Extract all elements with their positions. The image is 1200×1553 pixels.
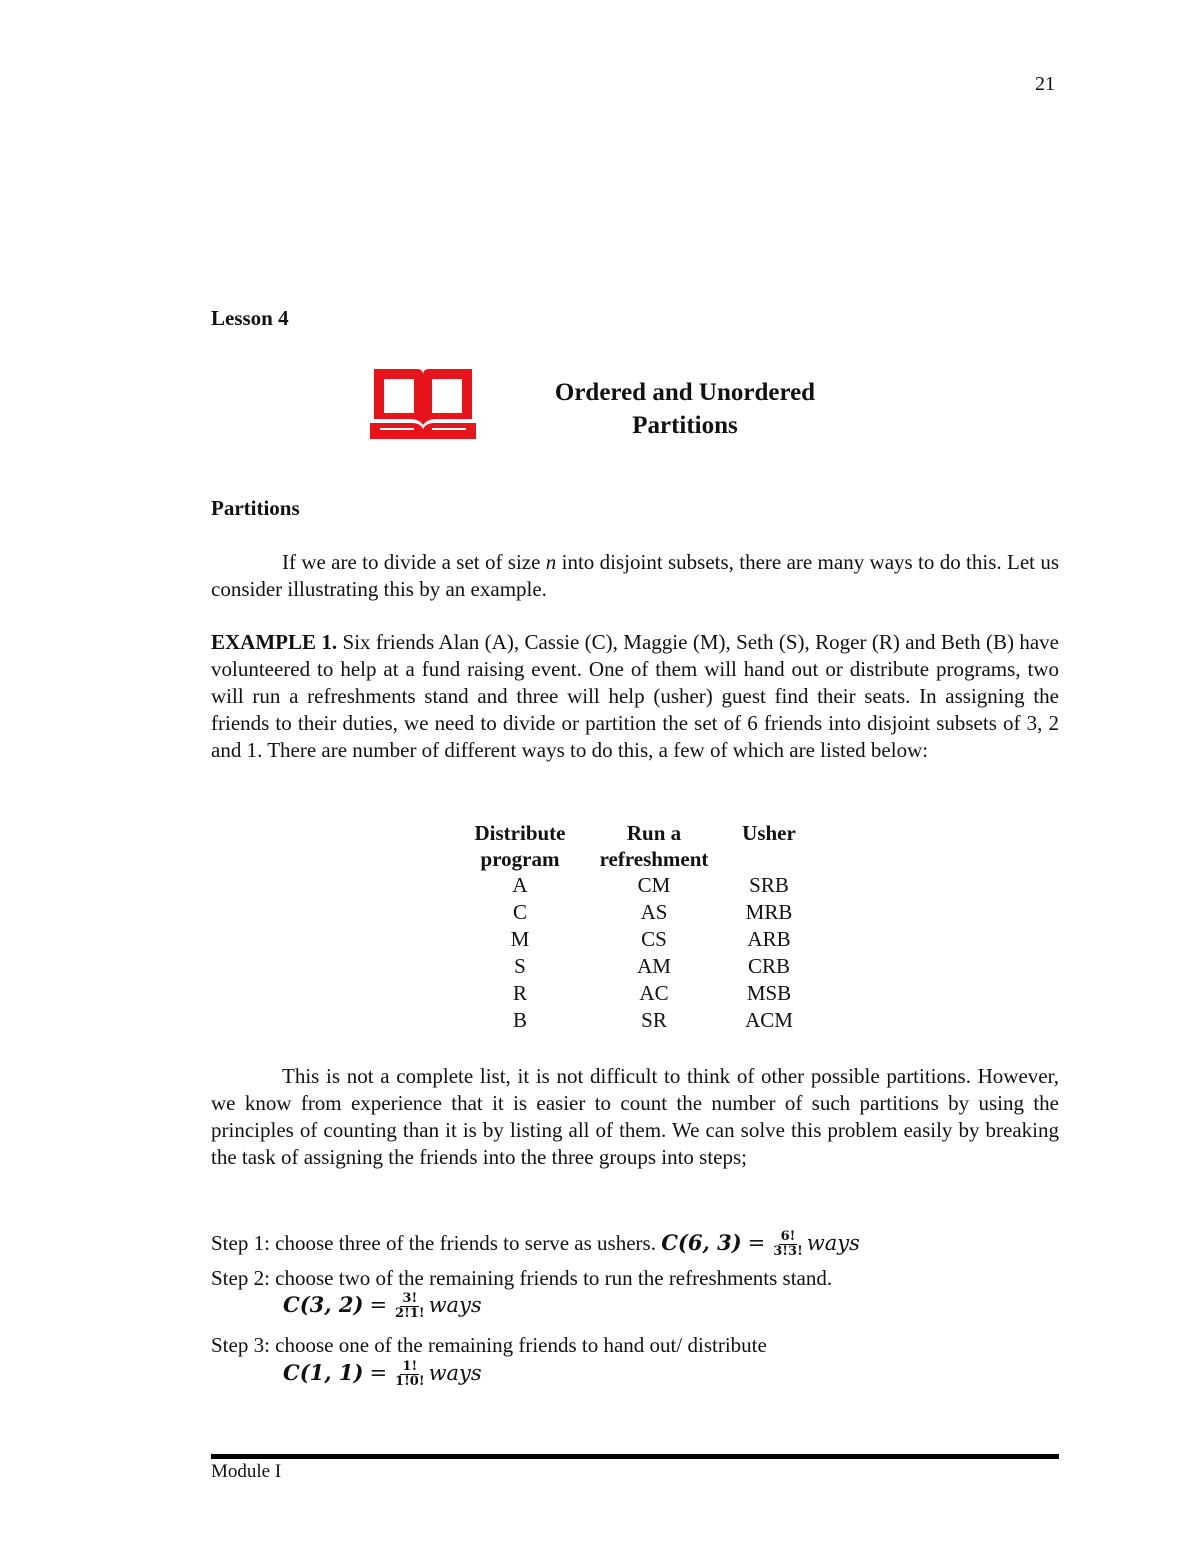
step-2-formula xyxy=(283,1292,482,1321)
title-line-1: Ordered and Unordered xyxy=(554,379,816,406)
column-header: Run a refreshment xyxy=(599,821,709,871)
formula-ways: ways xyxy=(428,1293,482,1317)
table-cell: MRB xyxy=(745,900,793,924)
formula-fraction xyxy=(393,1360,427,1389)
lesson-title xyxy=(520,376,850,442)
table-cell: SR xyxy=(641,1008,667,1032)
table-cell: SRB xyxy=(749,873,789,897)
example-paragraph xyxy=(211,629,1059,764)
fraction-denominator: 3!3! xyxy=(773,1244,803,1259)
table-cell: AC xyxy=(639,981,669,1005)
table-row xyxy=(456,899,814,926)
lesson-label: Lesson 4 xyxy=(211,306,289,330)
table-cell: ARB xyxy=(747,927,791,951)
example-label: EXAMPLE 1. xyxy=(211,630,338,654)
step-3: Step 3: choose one of the remaining friends to hand out/ distribute xyxy=(211,1333,767,1357)
table-cell: CRB xyxy=(747,954,791,978)
formula-fraction xyxy=(771,1230,805,1259)
table-row xyxy=(456,980,814,1007)
table-cell: A xyxy=(512,873,528,897)
table-cell: CM xyxy=(637,873,671,897)
footer-divider xyxy=(211,1454,1059,1459)
formula-function: C(3, 2) xyxy=(283,1292,364,1317)
intro-text-a: If we are to divide a set of size xyxy=(282,550,546,574)
table-cell: M xyxy=(510,927,530,951)
formula-ways: ways xyxy=(428,1361,482,1385)
formula-function: C(6, 3) xyxy=(661,1230,742,1255)
column-header: Distribute program xyxy=(474,821,566,871)
page-number: 21 xyxy=(1035,73,1055,95)
fraction-numerator: 3! xyxy=(402,1291,418,1306)
fraction-denominator: 1!0! xyxy=(395,1374,425,1389)
intro-paragraph xyxy=(211,549,1059,603)
partition-table xyxy=(456,820,814,1034)
step-3-formula xyxy=(283,1360,482,1389)
step-1-formula xyxy=(661,1229,860,1259)
table-row xyxy=(456,872,814,899)
step-2: Step 2: choose two of the remaining friends to run the refreshments stand. xyxy=(211,1266,833,1290)
table-header-row xyxy=(456,820,814,872)
section-heading: Partitions xyxy=(211,496,300,520)
step-1 xyxy=(211,1229,860,1259)
formula-fraction xyxy=(393,1292,427,1321)
example-text: Six friends Alan (A), Cassie (C), Maggie (M), Seth (S), Roger (R) and Beth (B) have volunteered to help at a fund raising event. One of them will hand out or distribute programs, two will run a refreshments stand and three will help (usher) guest find their seats. In assigning the friends to their duties, we need to divide or partition the set of 6 friends into disjoint subsets of 3, 2 and 1. There are number of different ways to do this, a few of which are listed below: xyxy=(211,630,1060,762)
step-1-text: Step 1: choose three of the friends to serve as ushers. xyxy=(211,1231,662,1255)
fraction-numerator: 1! xyxy=(402,1359,418,1374)
table-cell: R xyxy=(512,981,527,1005)
table-cell: CS xyxy=(641,927,667,951)
formula-ways: ways xyxy=(806,1231,860,1255)
table-cell: B xyxy=(512,1008,527,1032)
table-cell: AS xyxy=(640,900,668,924)
title-line-2: Partitions xyxy=(632,412,738,439)
table-cell: S xyxy=(514,954,526,978)
intro-text-b: into disjoint subsets, there are many ways to do this. Let us consider illustrating this by an example. xyxy=(211,550,1059,601)
fraction-numerator: 6! xyxy=(780,1229,796,1244)
formula-equals: = xyxy=(369,1361,388,1385)
formula-equals: = xyxy=(369,1293,388,1317)
table-cell: C xyxy=(512,900,527,924)
book-icon xyxy=(370,363,476,441)
formula-equals: = xyxy=(747,1231,766,1255)
table-cell: ACM xyxy=(745,1008,793,1032)
explanation-paragraph: This is not a complete list, it is not difficult to think of other possible partitions. However, we know from experience that it is easier to count the number of such partitions by using the principles of counting than it is by listing all of them. We can solve this problem easily by breaking the task of assigning the friends into the three groups into steps; xyxy=(211,1064,1059,1169)
fraction-denominator: 2!1! xyxy=(395,1306,425,1321)
formula-function: C(1, 1) xyxy=(283,1360,364,1385)
table-cell: MSB xyxy=(746,981,792,1005)
table-row xyxy=(456,1007,814,1034)
footer-label: Module I xyxy=(211,1461,282,1482)
table-row xyxy=(456,953,814,980)
column-header: Usher xyxy=(742,821,796,845)
table-row xyxy=(456,926,814,953)
intro-variable: n xyxy=(545,550,557,574)
table-cell: AM xyxy=(637,954,671,978)
